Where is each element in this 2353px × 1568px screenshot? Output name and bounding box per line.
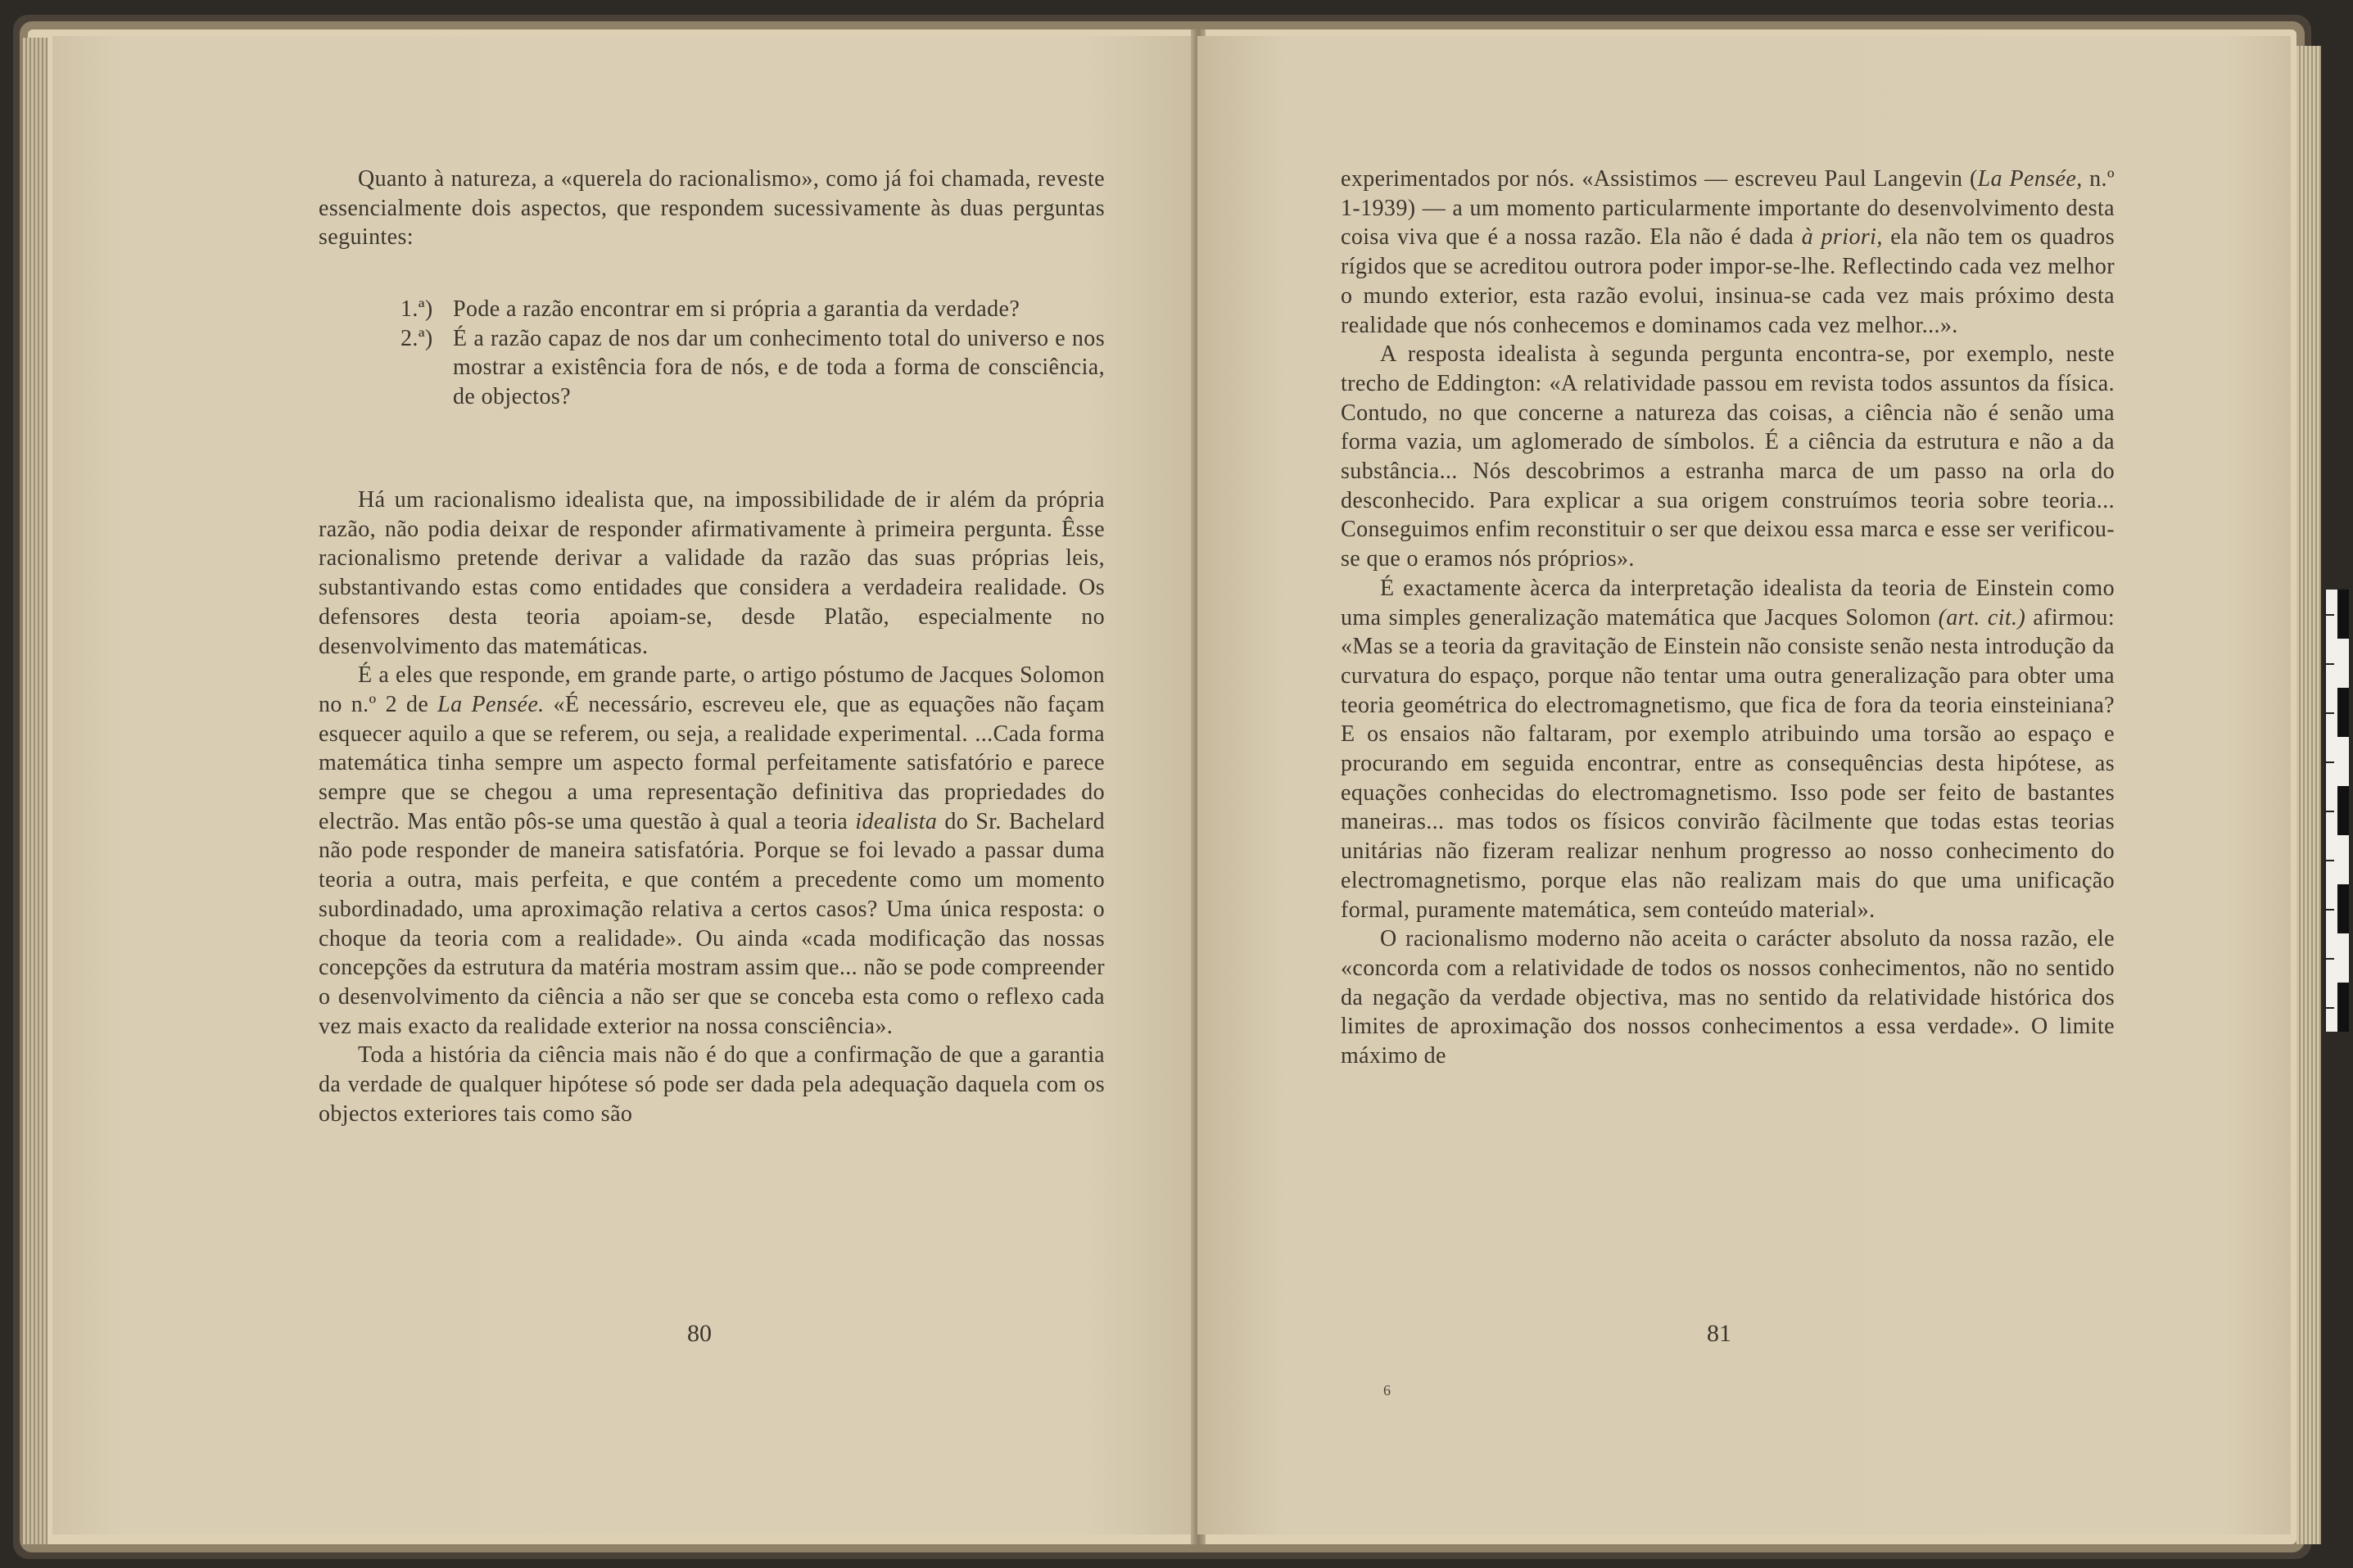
left-intro-text: Quanto à natureza, a «querela do racionalismo», como já foi chamada, reveste essencialmente dois aspectos, que respondem sucessivamente às duas perguntas seguintes: [319, 166, 1105, 251]
ruler-tick [2326, 712, 2334, 714]
right-paragraph-1-part-c: n.º 1-1939) — a um momento particularmente importante do desenvolvimento desta coisa viva que é a nossa razão. Ela não é dada [1341, 166, 2115, 251]
ruler-segment [2337, 590, 2349, 639]
left-page-edges [23, 38, 48, 1544]
page-number-left: 80 [687, 1320, 712, 1347]
open-book [28, 29, 2296, 1544]
questions-list [400, 295, 1105, 412]
right-paragraph-1 [1341, 165, 2115, 340]
ruler-segment [2337, 983, 2349, 1032]
left-paragraph-2-part-c: «É necessário, escreveu ele, que as equações não façam esquecer aquilo a que se referem, ou seja, a realidade experimental. ...Cada forma matemática tinha sempre um aspecto formal perfeitamente satisfatório e parece sempre que se chegou a uma representação definitiva das propriedades do electrão. Mas então pôs-se uma questão à qual a teoria [319, 691, 1106, 834]
right-page-edges [2296, 46, 2321, 1544]
ruler-tick [2326, 860, 2334, 861]
ruler-tick [2326, 1007, 2334, 1009]
ruler-tick [2326, 909, 2334, 911]
right-paragraph-3-part-a: É exactamente àcerca da interpretação idealista da teoria de Einstein como uma simples generalização matemática que Jacques Solomon [1341, 575, 2115, 630]
question-1-number: 1.ª) [400, 296, 433, 322]
left-body [319, 486, 1105, 1128]
ruler-segment [2337, 688, 2349, 737]
la-pensee-italic-right: La Pensée, [1977, 166, 2083, 192]
ruler-tick [2326, 663, 2334, 665]
ruler-tick [2326, 761, 2334, 763]
ruler-tick [2326, 811, 2334, 812]
scale-ruler [2324, 590, 2349, 1032]
left-page [52, 36, 1199, 1534]
right-paragraph-1-part-e: ela não tem os quadros rígidos que se acreditou outrora poder impor-se-lhe. Reflectindo cada vez melhor o mundo exterior, esta razão evolui, insinua-se cada vez mais próximo desta realidade que nós conhecemos e dominamos cada vez melhor...». [1341, 224, 2115, 338]
left-paragraph-1: Há um racionalismo idealista que, na impossibilidade de ir além da própria razão, não podia deixar de responder afirmativamente à primeira pergunta. Êsse racionalismo pretende derivar a validade da razão das suas próprias leis, substantivando estas como entidades que considera a verdadeira realidade. Os defensores desta teoria apoiam-se, desde Platão, especialmente no desenvolvimento das matemáticas. [319, 487, 1105, 659]
right-paragraph-2: A resposta idealista à segunda pergunta encontra-se, por exemplo, neste trecho de Eddington: «A relatividade passou em revista todos assuntos da física. Contudo, no que concerne a natureza das coisas, a ciência não é senão uma forma vazia, um aglomerado de símbolos. É a ciência da estrutura e não a da substância... Nós descobrimos a estranha marca de um passo na orla do desconhecido. Para explicar a sua origem construímos teoria sobre teoria... Conseguimos enfim reconstituir o ser que deixou essa marca e esse ser verificou-se que o eramos nós próprios». [1341, 341, 2115, 572]
la-pensee-italic: La Pensée. [437, 691, 545, 717]
question-1-text: Pode a razão encontrar em si própria a garantia da verdade? [453, 296, 1020, 322]
right-paragraph-4: O racionalismo moderno não aceita o carácter absoluto da nossa razão, ele «concorda com a relatividade de todos os nossos conhecimentos, não no sentido da negação da verdade objectiva, mas no sentido da relatividade histórica dos limites de aproximação dos nossos conhecimentos a essa verdade». O limite máximo de [1341, 926, 2115, 1069]
question-2-text: É a razão capaz de nos dar um conhecimento total do universo e nos mostrar a existência fora de nós, e de toda a forma de consciência, de objectos? [453, 325, 1105, 410]
art-cit-italic: (art. cit.) [1938, 604, 2026, 630]
left-paragraph-3: Toda a história da ciência mais não é do que a confirmação de que a garantia da verdade de qualquer hipótese só pode ser dada pela adequação daquela com os objectos exteriores tais como são [319, 1042, 1105, 1127]
ruler-segment [2337, 884, 2349, 933]
left-paragraph-2-part-e: do Sr. Bachelard não pode responder de maneira satisfatória. Porque se foi levado a passar duma teoria a outra, mais perfeita, e que contém a precedente como um momento subordinadado, uma aproximação relativa a certos casos? Uma única resposta: o choque da teoria com a realidade». Ou ainda «cada modificação das nossas concepções da estrutura da matéria mostram assim que... não se pode compreender o desenvolvimento da ciência a não ser que se conceba esta como o reflexo cada vez mais exacto da realidade exterior na nossa consciência». [319, 808, 1105, 1039]
left-paragraph-2-part-a: É a eles que responde, em grande parte, o artigo póstumo de Jacques Solomon no n.º 2 de [319, 662, 1105, 717]
ruler-tick [2326, 614, 2334, 616]
a-priori-italic: à priori, [1801, 224, 1883, 251]
left-paragraph-2 [319, 661, 1105, 1041]
right-paragraph-3-part-c: afirmou: «Mas se a teoria da gravitação de Einstein não consiste senão nesta introdução da curvatura do espaço, porque não tentar uma outra generalização para obter uma teoria geométrica do electromagnetismo, que fica de fora da teoria einsteiniana? E os ensaios não faltaram, por exemplo atribuindo uma torsão ao espaço e procurando em seguida encontrar, entre as consequências desta hipótese, as equações conhecidas do electromagnetismo. Isso pode ser feito de bastantes maneiras... mas todos os físicos convirão fàcilmente que todas estas teorias unitárias não fizeram realizar nenhum progresso ao nosso conhecimento do electromagnetismo, porque elas não realizam mais do que uma unificação formal, puramente matemática, sem conteúdo material». [1341, 604, 2115, 923]
page-number-right: 81 [1707, 1320, 1731, 1347]
right-body [1341, 165, 2115, 1071]
question-2-number: 2.ª) [400, 325, 433, 351]
printer-signature-mark: 6 [1383, 1382, 1391, 1399]
right-page [1197, 36, 2291, 1534]
right-paragraph-3 [1341, 574, 2115, 924]
question-1 [400, 295, 1105, 324]
left-intro-paragraph [319, 165, 1105, 252]
ruler-tick [2326, 958, 2334, 960]
idealista-italic: idealista [855, 808, 938, 834]
question-2 [400, 324, 1105, 412]
ruler-segment [2337, 786, 2349, 835]
right-paragraph-1-part-a: experimentados por nós. «Assistimos — escreveu Paul Langevin ( [1341, 166, 1978, 192]
